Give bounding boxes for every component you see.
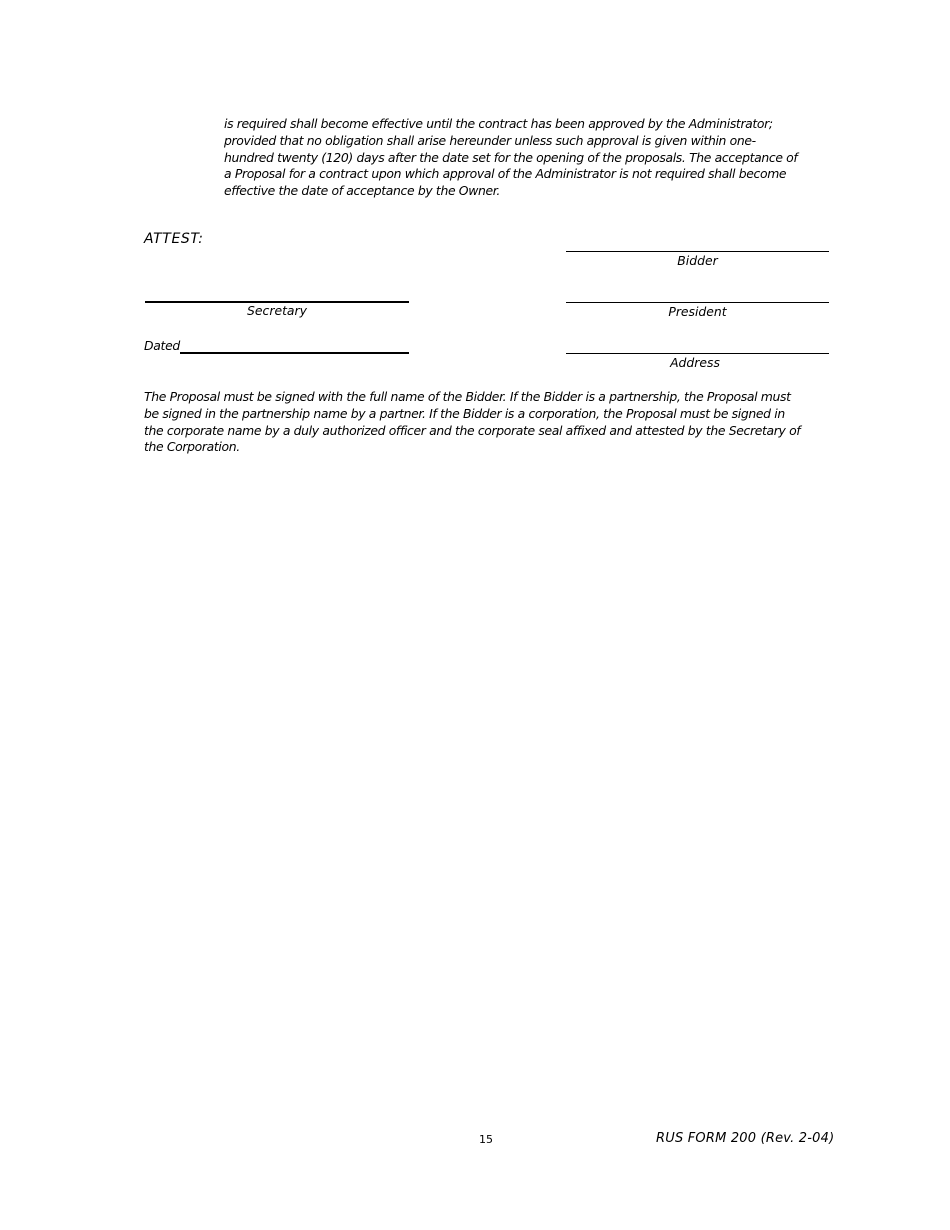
- address-label: Address: [670, 355, 720, 370]
- attest-label: ATTEST:: [144, 231, 204, 247]
- signing-instructions-paragraph: The Proposal must be signed with the full name of the Bidder. If the Bidder is a partnership, the Proposal must be signed in the partnership name by a partner. If the Bidder is a corporation, the Proposal must be signed in the corporate name by a duly authorized officer and the corporate seal affixed and attested by the Secretary of the Corporation.: [144, 389, 801, 455]
- bidder-signature-line[interactable]: [566, 251, 829, 252]
- president-label: President: [668, 304, 727, 319]
- address-line[interactable]: [566, 353, 829, 354]
- bidder-label: Bidder: [677, 253, 718, 268]
- president-signature-line[interactable]: [566, 302, 829, 303]
- page-number: 15: [479, 1133, 493, 1146]
- form-identifier: RUS FORM 200 (Rev. 2-04): [656, 1131, 835, 1146]
- approval-paragraph: is required shall become effective until the contract has been approved by the Administrator; provided that no obligation shall arise hereunder unless such approval is given within one-hundred twenty (120) days after the date set for the opening of the proposals. The acceptance of a Proposal for a contract upon which approval of the Administrator is not required shall become effective the date of acceptance by the Owner.: [224, 116, 798, 199]
- dated-line[interactable]: [180, 352, 409, 354]
- secretary-label: Secretary: [247, 303, 307, 318]
- dated-label: Dated: [144, 338, 180, 353]
